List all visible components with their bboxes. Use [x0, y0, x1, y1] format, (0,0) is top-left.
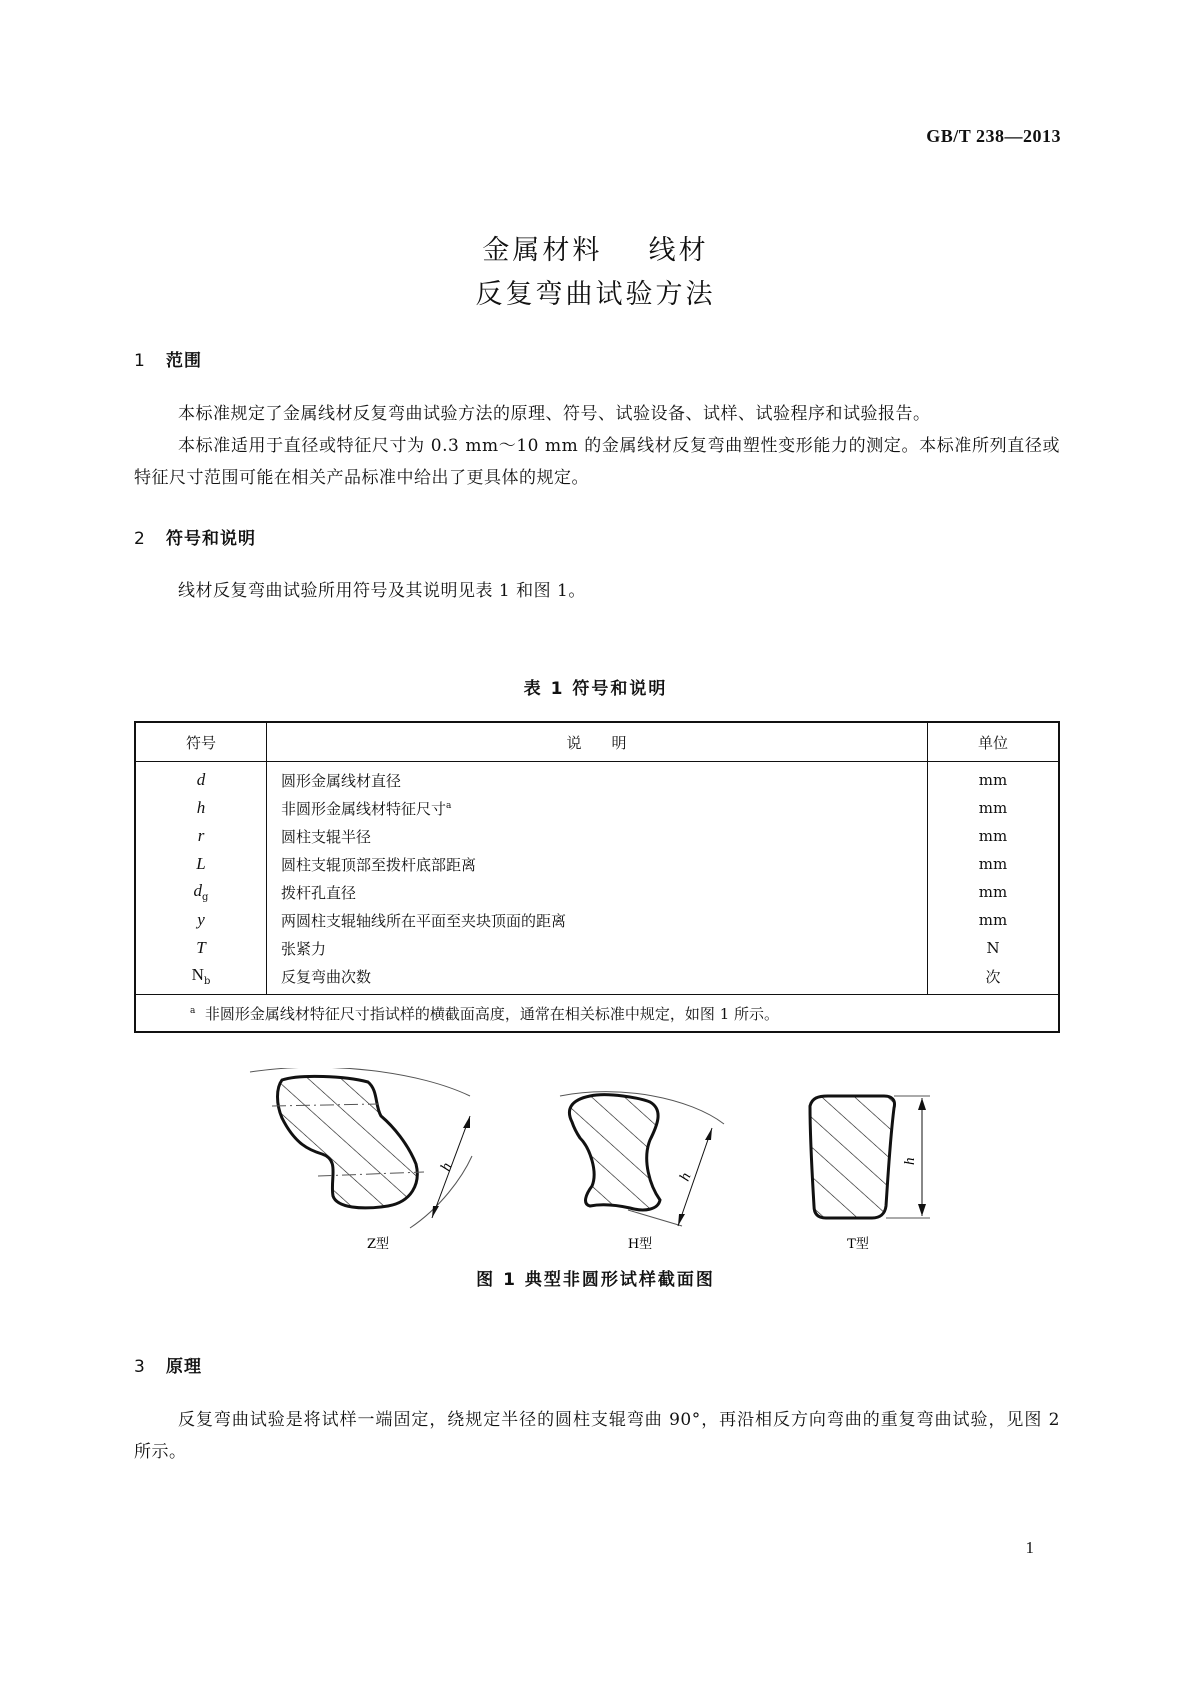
- symbol: h: [196, 798, 206, 817]
- table-footnote: 非圆形金属线材特征尺寸指试样的横截面高度，通常在相关标准中规定，如图 1 所示。: [204, 1004, 780, 1023]
- table-row: [135, 762, 1059, 795]
- section-3-heading: [134, 1352, 202, 1377]
- table-row: [135, 878, 1059, 906]
- unit: mm: [978, 827, 1008, 845]
- dimension-h-z: h: [437, 1160, 456, 1174]
- page-number: 1: [1025, 1538, 1034, 1557]
- symbol-subscript: b: [203, 976, 211, 987]
- symbol: N: [191, 965, 204, 984]
- h-type-section: [560, 1092, 724, 1226]
- symbols-table: [134, 721, 1060, 1033]
- unit: mm: [978, 883, 1008, 901]
- unit: N: [986, 939, 1000, 957]
- description: 圆柱支辊顶部至拨杆底部距离: [267, 850, 928, 878]
- figure-1-caption: 图 1 典型非圆形试样截面图: [476, 1270, 715, 1290]
- unit: mm: [978, 911, 1008, 929]
- description: 张紧力: [267, 934, 928, 962]
- section-2-heading: [134, 524, 256, 549]
- description: 拨杆孔直径: [267, 878, 928, 906]
- section-number: 2: [134, 529, 146, 549]
- symbols-intro-paragraph: 线材反复弯曲试验所用符号及其说明见表 1 和图 1。: [178, 581, 586, 601]
- symbol: d: [196, 770, 206, 789]
- h-type-label: H型: [627, 1237, 653, 1252]
- unit: 次: [985, 967, 1001, 986]
- section-title: 原理: [166, 1357, 202, 1377]
- figure-1-cross-sections: [0, 1068, 1191, 1268]
- symbol-subscript: g: [202, 892, 209, 903]
- symbol: r: [197, 826, 205, 845]
- description: 非圆形金属线材特征尺寸: [281, 799, 447, 818]
- section-title: 符号和说明: [166, 529, 256, 549]
- symbol: d: [193, 881, 203, 900]
- unit: mm: [978, 855, 1008, 873]
- t-type-section: [810, 1096, 930, 1218]
- table-note-row: [135, 995, 1059, 1033]
- z-type-section: [250, 1068, 472, 1228]
- footnote-mark: a: [446, 800, 452, 811]
- table-row: [135, 934, 1059, 962]
- unit: mm: [978, 799, 1008, 817]
- header-description: 说 明: [267, 722, 928, 762]
- table-row: [135, 906, 1059, 934]
- table-1-caption: 表 1 符号和说明: [523, 679, 668, 699]
- unit: mm: [978, 771, 1008, 789]
- symbol: y: [197, 910, 205, 929]
- section-1-heading: [134, 346, 202, 371]
- table-row: [135, 822, 1059, 850]
- table-header-row: [135, 722, 1059, 762]
- scope-paragraph-2: 本标准适用于直径或特征尺寸为 0.3 mm～10 mm 的金属线材反复弯曲塑性变形能力的测定。本标准所列直径或特征尺寸范围可能在相关产品标准中给出了更具体的规定。: [134, 436, 1060, 488]
- document-title-line-1: 金属材料 线材: [482, 235, 709, 266]
- document-title-line-2: 反复弯曲试验方法: [475, 279, 716, 310]
- table-row: [135, 962, 1059, 995]
- t-type-label: T型: [847, 1237, 869, 1252]
- scope-paragraph-1: 本标准规定了金属线材反复弯曲试验方法的原理、符号、试验设备、试样、试验程序和试验报告。: [178, 404, 931, 424]
- table-row: [135, 794, 1059, 822]
- footnote-mark: a: [190, 1005, 196, 1016]
- section-number: 1: [134, 351, 146, 371]
- symbol: T: [196, 938, 206, 957]
- section-title: 范围: [166, 351, 202, 371]
- header-unit: 单位: [928, 722, 1060, 762]
- section-number: 3: [134, 1357, 146, 1377]
- description: 两圆柱支辊轴线所在平面至夹块顶面的距离: [267, 906, 928, 934]
- principle-paragraph: 反复弯曲试验是将试样一端固定，绕规定半径的圆柱支辊弯曲 90°，再沿相反方向弯曲的重复弯曲试验，见图 2 所示。: [134, 1410, 1060, 1462]
- description: 圆柱支辊半径: [267, 822, 928, 850]
- description: 反复弯曲次数: [267, 962, 928, 995]
- standard-code: GB/T 238—2013: [926, 126, 1061, 146]
- symbol: L: [196, 854, 206, 873]
- header-symbol: 符号: [135, 722, 267, 762]
- description: 圆形金属线材直径: [267, 762, 928, 795]
- table-row: [135, 850, 1059, 878]
- dimension-h-t: h: [902, 1157, 918, 1165]
- dimension-h-h: h: [676, 1170, 695, 1184]
- z-type-label: Z型: [366, 1237, 390, 1252]
